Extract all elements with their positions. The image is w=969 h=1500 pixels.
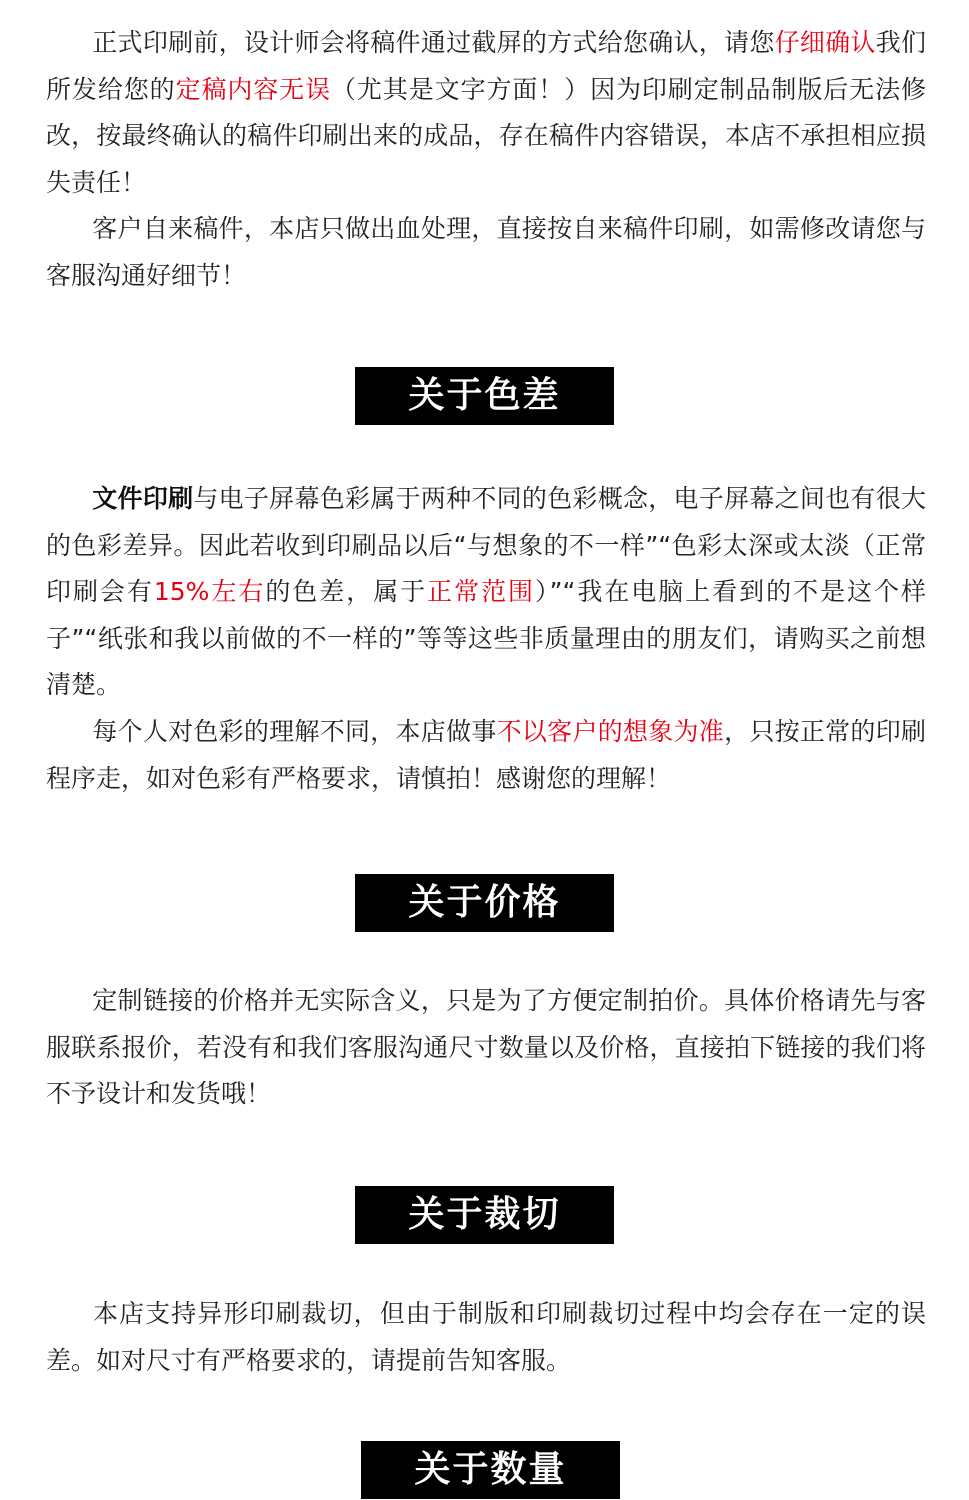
intro-text-c: 我们所发给您的 — [46, 28, 926, 104]
color-paragraph-1 — [46, 476, 926, 709]
heading-price: 关于价格 — [355, 874, 614, 932]
heading-quantity: 关于数量 — [361, 1441, 620, 1499]
price-text: 定制链接的价格并无实际含义，只是为了方便定制拍价。具体价格请先与客服联系报价，若没有和我们客服沟通尺寸数量以及价格，直接拍下链接的我们将不予设计和发货哦！ — [46, 986, 926, 1108]
intro-paragraph-1 — [46, 20, 926, 206]
color-text-f: ）”“我在电脑上看到的不是这个样子”“纸张和我以前做的不一样的”等等这些非质量理由的朋友们，请购买之前想清楚。 — [46, 577, 926, 699]
cutting-text: 本店支持异形印刷裁切，但由于制版和印刷裁切过程中均会存在一定的误差。如对尺寸有严格要求的，请提前告知客服。 — [46, 1299, 926, 1375]
color-text-b: 与电子屏幕色彩属于两种不同的色彩概念，电子屏幕之间也有很大的色彩差异。因此若收到印刷品以后“与想象的不一样”“色彩太深或太淡（正常印刷会有 — [46, 484, 926, 606]
color-highlight-normal-range: 正常范围 — [427, 577, 536, 606]
intro-highlight-final-content: 定稿内容无误 — [175, 74, 331, 104]
color-highlight-percent: 15%左右 — [153, 577, 266, 606]
color-highlight-not-imagination: 不以客户的想象为准 — [496, 717, 725, 746]
color-bold-file-print: 文件印刷 — [92, 484, 194, 513]
intro-text-p2: 客户自来稿件，本店只做出血处理，直接按自来稿件印刷，如需修改请您与客服沟通好细节！ — [46, 214, 926, 290]
color-text-d: 的色差，属于 — [265, 577, 428, 606]
intro-text-e: （尤其是文字方面！）因为印刷定制品制版后无法修改，按最终确认的稿件印刷出来的成品，存在稿件内容错误，本店不承担相应损失责任！ — [46, 74, 926, 197]
intro-highlight-careful-confirm: 仔细确认 — [774, 28, 876, 57]
color-p2-text-c: ，只按正常的印刷程序走，如对色彩有严格要求，请慎拍！感谢您的理解！ — [46, 717, 926, 793]
intro-text-a: 正式印刷前，设计师会将稿件通过截屏的方式给您确认，请您 — [92, 28, 775, 57]
intro-paragraph-2 — [46, 206, 926, 299]
color-p2-text-a: 每个人对色彩的理解不同，本店做事 — [92, 717, 497, 746]
color-paragraph-2 — [46, 709, 926, 802]
price-paragraph — [46, 978, 926, 1118]
cutting-paragraph — [46, 1291, 926, 1384]
heading-cutting: 关于裁切 — [355, 1186, 614, 1244]
heading-color-difference: 关于色差 — [355, 367, 614, 425]
